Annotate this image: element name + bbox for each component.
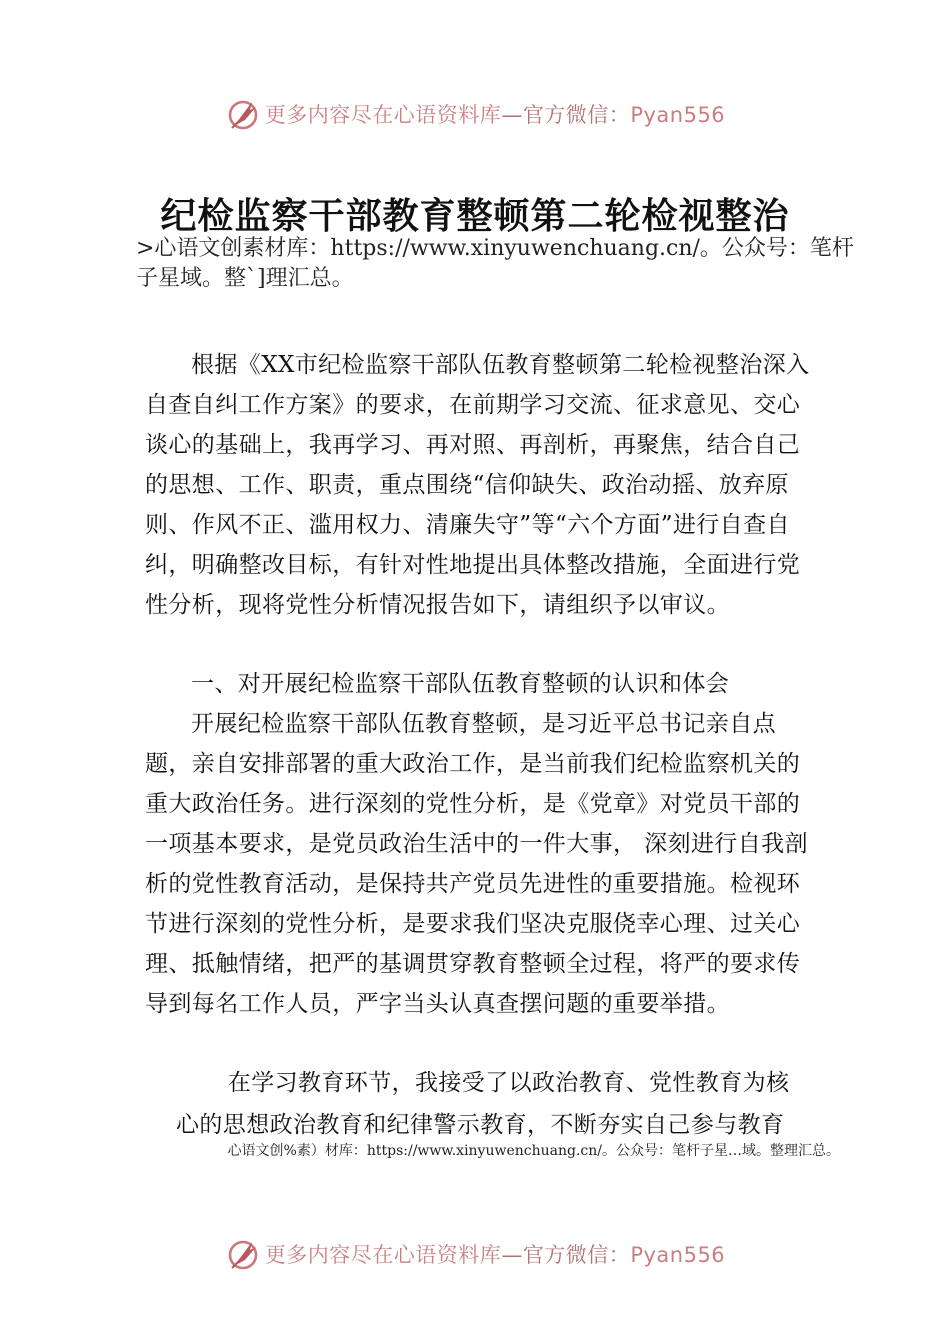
- header-source-note: >心语文创素材库：https://www.xinyuwenchuang.cn/。公众号：笔杆子星域。整`]理汇总。: [136, 236, 854, 291]
- banner-text: [265, 99, 725, 129]
- paragraph-continuation: 心的思想政治教育和纪律警示教育，不断夯实自己参与教育: [176, 1112, 785, 1138]
- paragraph-learning: [145, 1063, 815, 1103]
- document-title: 纪检监察干部教育整顿第二轮检视整治: [160, 195, 790, 237]
- banner-separator: —: [501, 1243, 523, 1267]
- paragraph-intro: [145, 345, 815, 625]
- feather-logo-icon: [225, 96, 261, 132]
- banner-wechat-label: 官方微信：: [522, 103, 631, 127]
- paragraph-text: 根据《XX市纪检监察干部队伍教育整顿第二轮检视整治深入自查自纠工作方案》的要求，在前期学习交流、征求意见、交心谈心的基础上，我再学习、再对照、再剖析，再聚焦，结合自己的思想、工作、职责，重点围绕“信仰缺失、政治动摇、放弃原则、作风不正、滥用权力、清廉失守”等“六个方面”进行自查自纠，明确整改目标，有针对性地提出具体整改措施，全面进行党性分析，现将党性分析情况报告如下，请组织予以审议。: [145, 352, 810, 618]
- heading-text: 一、对开展纪检监察干部队伍教育整顿的认识和体会: [191, 671, 730, 697]
- feather-logo-icon: [225, 1236, 261, 1272]
- top-banner: [0, 92, 950, 136]
- section-heading: [145, 664, 815, 704]
- banner-wechat-label: 官方微信：: [522, 1243, 631, 1267]
- banner-slogan: 更多内容尽在心语资料库: [264, 103, 502, 127]
- paragraph-understanding: [145, 704, 815, 1024]
- footer-source-note: 心语文创%素）材库：https://www.xinyuwenchuang.cn/。公众号：笔杆子星…域。整理汇总。: [227, 1143, 840, 1159]
- paragraph-text: 开展纪检监察干部队伍教育整顿，是习近平总书记亲自点题，亲自安排部署的重大政治工作，是当前我们纪检监察机关的重大政治任务。进行深刻的党性分析，是《党章》对党员干部的一项基本要求，是党员政治生活中的一件大事， 深刻进行自我剖析的党性教育活动，是保持共产党员先进性的重要措施。检视环节进行深刻的党性分析，是要求我们坚决克服侥幸心理、过关心理、抵触情绪，把严的基调贯穿教育整顿全过程，将严的要求传导到每名工作人员，严字当头认真查摆问题的重要举措。: [145, 711, 808, 1017]
- banner-wechat-id: Pyan556: [630, 103, 726, 127]
- paragraph-text: 在学习教育环节，我接受了以政治教育、党性教育为核: [227, 1070, 790, 1096]
- banner-text: [265, 1239, 725, 1269]
- bottom-banner: [0, 1232, 950, 1276]
- banner-separator: —: [501, 103, 523, 127]
- banner-wechat-id: Pyan556: [630, 1243, 726, 1267]
- banner-slogan: 更多内容尽在心语资料库: [264, 1243, 502, 1267]
